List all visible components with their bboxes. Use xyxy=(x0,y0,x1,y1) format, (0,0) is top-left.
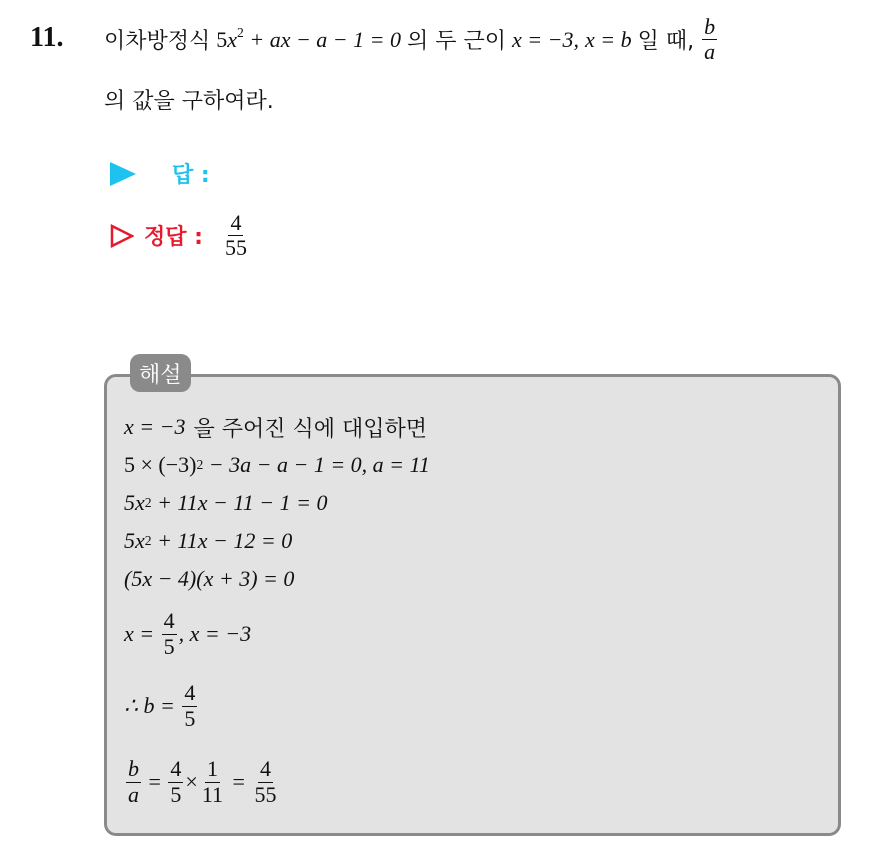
answer-label: 답 : xyxy=(172,163,210,188)
question-equation: $5x^2$ + ax − a − 1 = 0 xyxy=(216,24,401,52)
question-intro: 이차방정식 xyxy=(104,29,211,55)
question-line-1 xyxy=(104,16,719,64)
question-number: 11. xyxy=(30,22,64,53)
question-line-2: 의 값을 구하여라. xyxy=(104,89,274,114)
correct-answer-row xyxy=(110,212,251,260)
solution-tag: 해설 xyxy=(130,354,191,392)
solution-line-8: $\frac{b}{a}$ = $\frac{4}{5}$ × $\frac{1}{11}$ = $\frac{4}{55}$ xyxy=(128,756,277,807)
question-root-2: x = b xyxy=(584,26,632,52)
answer-row xyxy=(110,158,210,189)
solution-line-3: 5x 2 + 11x − 11 − 1 = 0 xyxy=(124,490,328,515)
filled-triangle-icon xyxy=(110,162,136,186)
question-root-1: x = −3, xyxy=(512,26,579,52)
correct-answer-label: 정답 : xyxy=(144,225,203,251)
question-when: 일 때, xyxy=(637,29,695,55)
solution-line-5: (5x − 4)(x + 3) = 0 xyxy=(124,566,295,591)
correct-answer-fraction: $\frac{4}{55}$ xyxy=(224,210,247,261)
solution-line-4: 5x 2 + 11x − 12 = 0 xyxy=(124,528,293,553)
solution-line-7: ∴ b = $\frac{4}{5}$ xyxy=(124,680,196,731)
solution-line-1: x = −3 을 주어진 식에 대입하면 xyxy=(124,414,427,442)
solution-line-6: x = $\frac{4}{5}$ , x = −3 xyxy=(124,608,252,659)
solution-content xyxy=(124,408,430,822)
question-fraction: $\frac{b}{a}$ xyxy=(704,14,716,65)
outline-triangle-icon xyxy=(110,224,134,248)
question-mid: 의 두 근이 xyxy=(407,29,506,55)
solution-line-2: 5 × (−3) 2 − 3a − a − 1 = 0, a = 11 xyxy=(124,452,430,477)
